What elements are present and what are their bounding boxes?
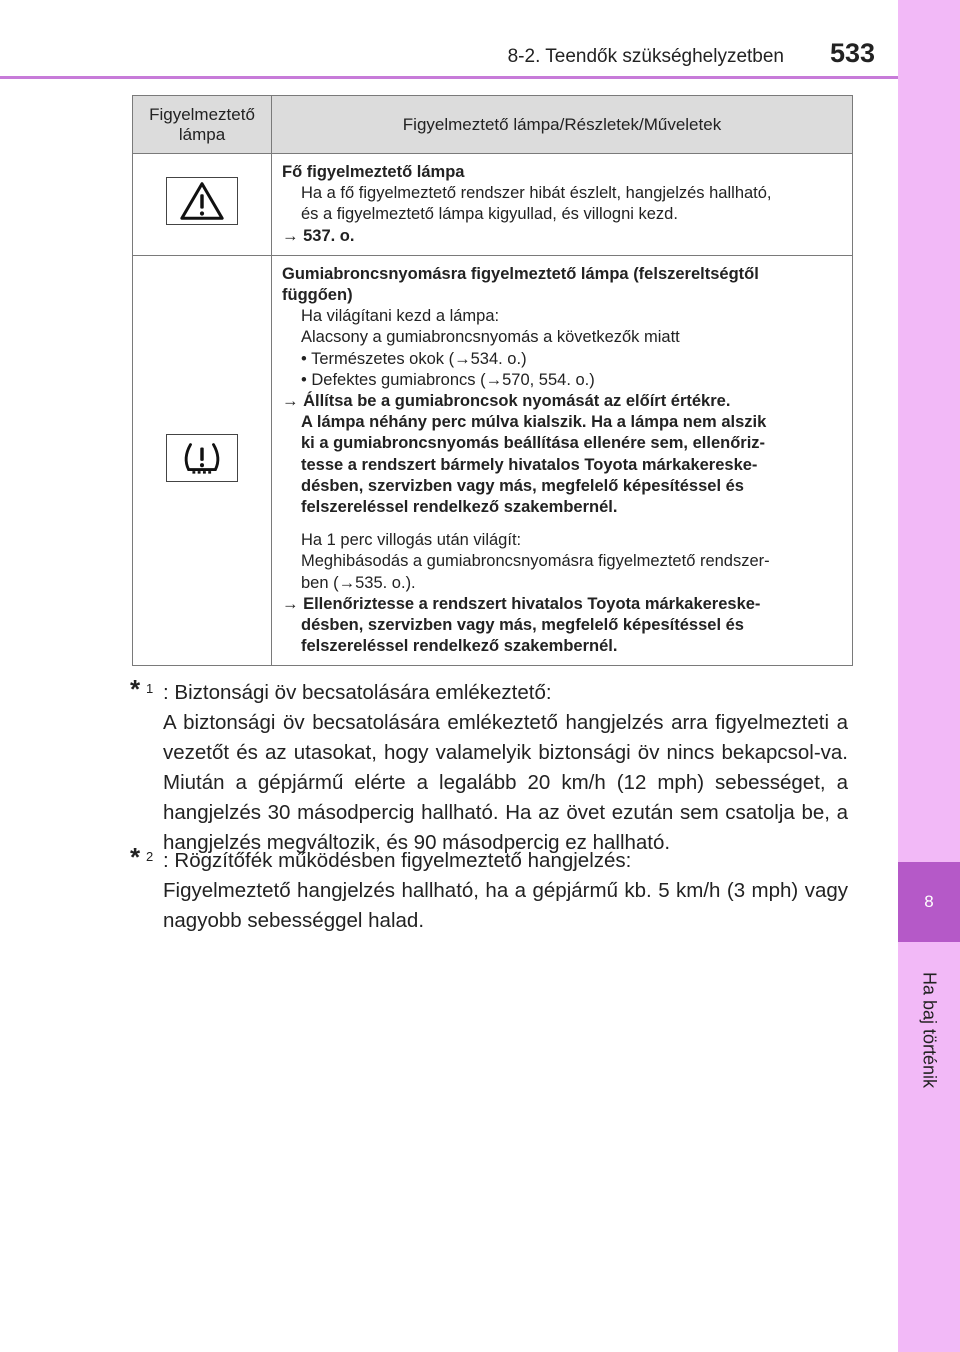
- table-row: [133, 255, 853, 666]
- footnote-title: : Rögzítőfék működésben figyelmeztető hangjelzés:: [163, 849, 632, 872]
- footnote-title: : Biztonsági öv becsatolására emlékeztető:: [163, 681, 552, 704]
- footnote-parking-brake-buzzer: [130, 842, 848, 936]
- footnote-number: 2: [146, 849, 154, 864]
- column-header-details: Figyelmeztető lámpa/Részletek/Műveletek: [272, 96, 853, 154]
- table-row: [133, 154, 853, 256]
- action-text: désben, szervizben vagy más, megfelelő képesítéssel és: [301, 616, 744, 635]
- list-item: • Defektes gumiabroncs (→570, 554. o.): [301, 370, 595, 389]
- lamp-details-cell: [272, 255, 853, 666]
- action-text: ki a gumiabroncsnyomás beállítása ellenére sem, ellenőriz-: [301, 434, 766, 453]
- chapter-title: Ha baj történik: [919, 971, 940, 1089]
- footnote-text: Figyelmeztető hangjelzés hallható, ha a gépjármű kb. 5 km/h (3 mph) vagy nagyobb sebességgel halad.: [163, 879, 848, 932]
- action-text: → Állítsa be a gumiabroncsok nyomását az előírt értékre.: [282, 392, 731, 411]
- footnote-number: 1: [146, 681, 154, 696]
- lamp-title: Fő figyelmeztető lámpa: [282, 163, 465, 181]
- lamp-details-cell: [272, 154, 853, 256]
- table-header-row: [133, 96, 853, 154]
- tire-pressure-warning-icon: [166, 434, 238, 482]
- lamp-title: függően): [282, 286, 353, 305]
- header-divider: [0, 76, 898, 79]
- action-text: → Ellenőriztesse a rendszert hivatalos Toyota márkakereske-: [282, 594, 761, 613]
- footnote-text: A biztonsági öv becsatolására emlékeztető hangjelzés arra figyelmezteti a vezetőt és az utasokat, hogy valamelyik biztonsági öv nincs bekapcsol-va. Miután a gépjármű elérte a legalább 20 km/h (12 mph) sebességet, a hangjelzés 30 másodpercig hallható. Ha az övet ezután sem csatolja be, a hangjelzés megváltozik, és 90 másodpercig ez hallható.: [163, 711, 848, 854]
- footnote-mark: *: [130, 842, 141, 872]
- action-text: A lámpa néhány perc múlva kialszik. Ha a lámpa nem alszik: [301, 413, 767, 432]
- arrow-icon: →: [282, 392, 299, 411]
- lamp-text: Ha 1 perc villogás után világít:: [301, 531, 522, 550]
- action-text: tesse a rendszert bármely hivatalos Toyota márkakereske-: [301, 455, 758, 474]
- action-text: désben, szervizben vagy más, megfelelő képesítéssel és: [301, 476, 744, 495]
- lamp-text: Meghibásodás a gumiabroncsnyomásra figyelmeztető rendszer-: [301, 552, 770, 571]
- lamp-icon-cell: [133, 255, 272, 666]
- spacer: [282, 518, 842, 530]
- action-text: felszereléssel rendelkező szakembernél.: [301, 498, 618, 517]
- footnote-seatbelt-reminder: [130, 674, 848, 858]
- lamp-text: Ha világítani kezd a lámpa:: [301, 307, 500, 326]
- lamp-text: Alacsony a gumiabroncsnyomás a következők miatt: [301, 328, 680, 347]
- arrow-icon: →: [282, 594, 299, 613]
- lamp-icon-cell: [133, 154, 272, 256]
- list-item: • Természetes okok (→534. o.): [301, 349, 527, 368]
- page-number: 533: [830, 38, 876, 68]
- lamp-text: ben (→535. o.).: [301, 573, 416, 592]
- chapter-side-tab: [898, 0, 960, 1352]
- lamp-text: Ha a fő figyelmeztető rendszer hibát észlelt, hangjelzés hallható,: [301, 184, 772, 203]
- chapter-number: 8: [898, 862, 960, 942]
- section-title: 8-2. Teendők szükséghelyzetben: [507, 46, 784, 67]
- action-text: felszereléssel rendelkező szakembernél.: [301, 637, 618, 656]
- master-warning-triangle-icon: [166, 177, 238, 225]
- footnote-mark: *: [130, 674, 141, 704]
- warning-lamp-table: [132, 95, 853, 666]
- page-reference: → 537. o.: [282, 226, 355, 245]
- arrow-icon: →: [282, 226, 299, 245]
- column-header-lamp: Figyelmeztető lámpa: [133, 96, 272, 154]
- lamp-text: és a figyelmeztető lámpa kigyullad, és villogni kezd.: [301, 205, 678, 224]
- lamp-title: Gumiabroncsnyomásra figyelmeztető lámpa (felszereltségtől: [282, 264, 759, 283]
